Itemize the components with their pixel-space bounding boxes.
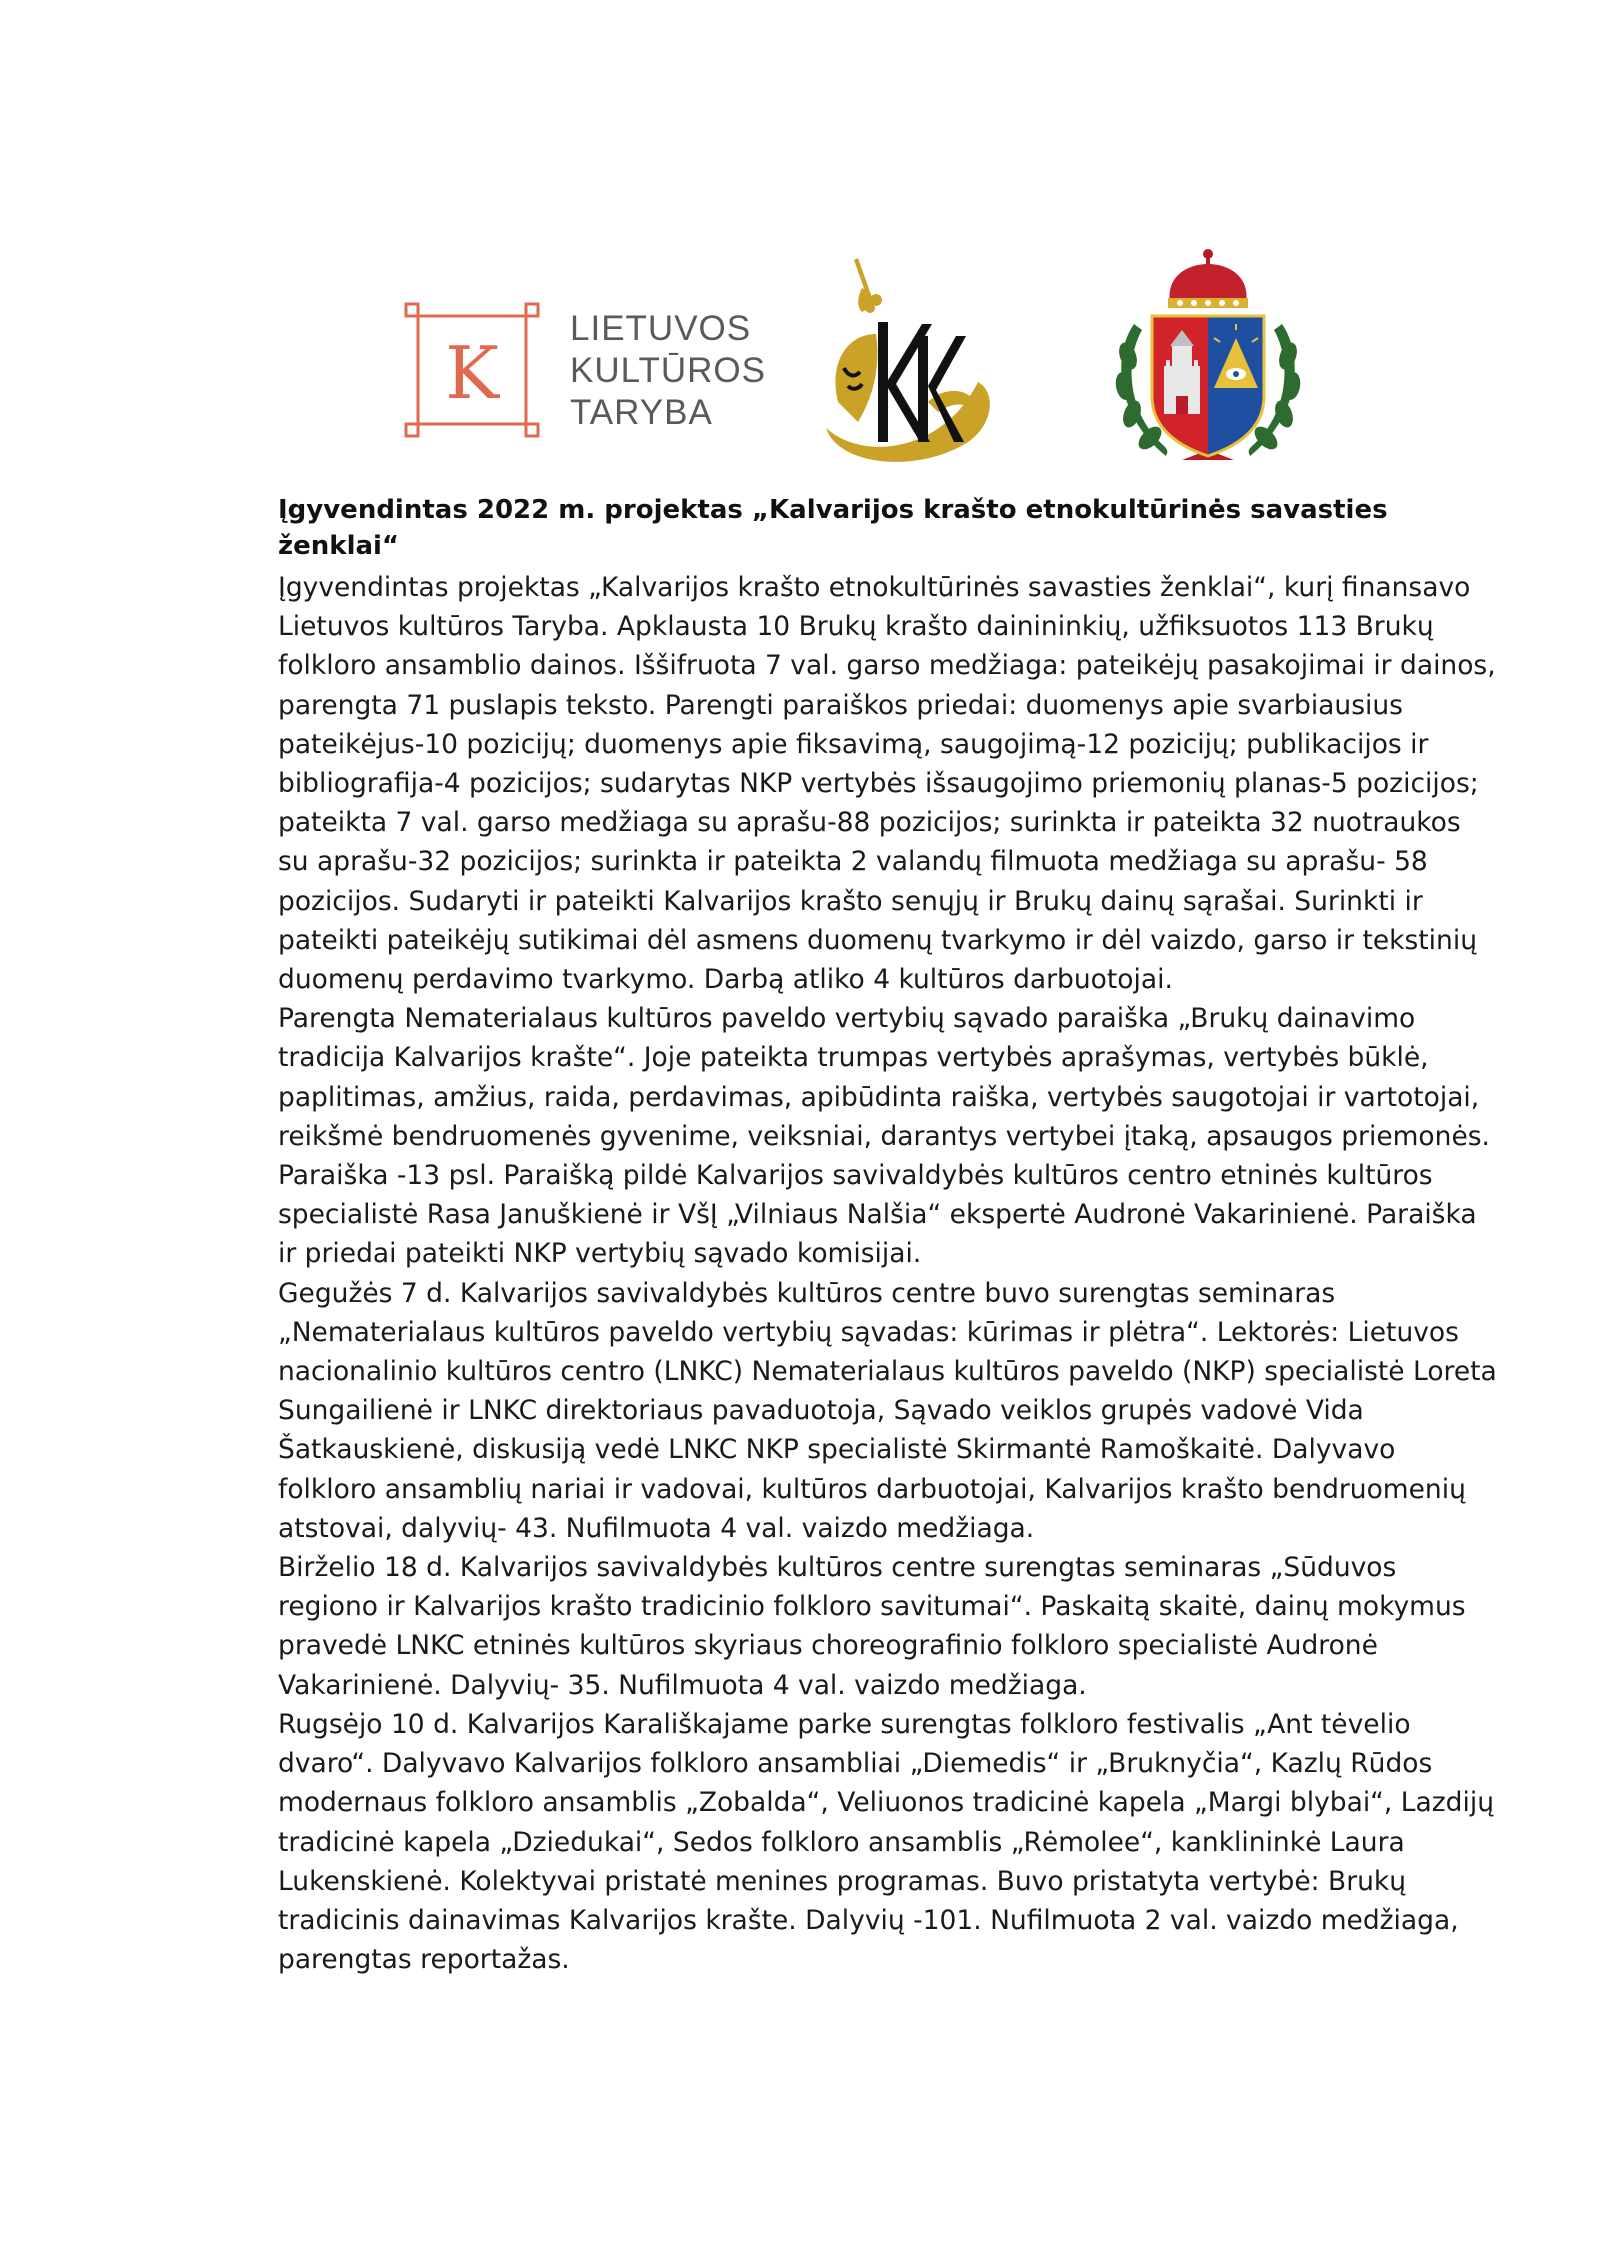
paragraph-june-seminar: Birželio 18 d. Kalvarijos savivaldybės kultūros centre surengtas seminaras „Sūduvos regiono ir Kalvarijos krašto tradicinio folkloro savitumai“. Paskaitą skaitė, dainų mokymus pravedė LNKC etninės kultūros skyriaus choreografinio folkloro specialistė Audronė Vakarinienė. Dalyvių- 35. Nufilmuota 4 val. vaizdo medžiaga. bbox=[278, 1552, 1466, 1701]
lkt-line-2: KULTŪROS bbox=[570, 351, 766, 390]
paragraph-project-summary: Įgyvendintas projektas „Kalvarijos krašto etnokultūrinės savasties ženklai“, kurį finansavo Lietuvos kultūros Taryba. Apklausta 10 Brukų krašto dainininkių, užfiksuotos 113 Brukų folkloro ansamblio dainos. Iššifruota 7 val. garso medžiaga: pateikėjų pasakojimai ir dainos, parengta 71 puslapis teksto. Parengti paraiškos priedai: duomenys apie svarbiausius pateikėjus-10 pozicijų; duomenys apie fiksavimą, saugojimą-12 pozicijų; publikacijos ir bibliografija-4 pozicijos; sudarytas NKP vertybės išsaugojimo priemonių planas-5 pozicijos; pateikta 7 val. garso medžiaga su aprašu-88 pozicijos; surinkta ir pateikta 32 nuotraukos su aprašu-32 pozicijos; surinkta ir pateikta 2 valandų filmuota medžiaga su aprašu- 58 pozicijos. Sudaryti ir pateikti Kalvarijos krašto senųjų ir Brukų dainų sąrašai. Surinkti ir pateikti pateikėjų sutikimai dėl asmens duomenų tvarkymo ir dėl vaizdo, garso ir tekstinių duomenų perdavimo tvarkymo. Darbą atliko 4 kultūros darbuotojai. bbox=[278, 572, 1496, 996]
paragraph-application: Parengta Nematerialaus kultūros paveldo vertybių sąvado paraiška „Brukų dainavimo tradicija Kalvarijos krašte“. Joje pateikta trumpas vertybės aprašymas, vertybės būklė, paplitimas, amžius, raida, perdavimas, apibūdinta raiška, vertybės saugotojai ir vartotojai, reikšmė bendruomenės gyvenime, veiksniai, darantys vertybei įtaką, apsaugos priemonės. Paraiška -13 psl. Paraišką pildė Kalvarijos savivaldybės kultūros centro etninės kultūros specialistė Rasa Januškienė ir VšĮ „Vilniaus Nalšia“ ekspertė Audronė Vakarinienė. Paraiška ir priedai pateikti NKP vertybių sąvado komisijai. bbox=[278, 1003, 1490, 1270]
lkt-wordmark bbox=[570, 308, 766, 434]
kalvarija-coat-of-arms-icon bbox=[1108, 246, 1308, 474]
kalvarija-coat-of-arms bbox=[1108, 246, 1308, 474]
kkc-logo bbox=[818, 252, 1000, 472]
lkt-k-frame-icon bbox=[402, 300, 542, 440]
lietuvos-kulturos-taryba-logo bbox=[402, 300, 766, 440]
paragraph-may-seminar: Gegužės 7 d. Kalvarijos savivaldybės kultūros centre buvo surengtas seminaras „Nematerialaus kultūros paveldo vertybių sąvadas: kūrimas ir plėtra“. Lektorės: Lietuvos nacionalinio kultūros centro (LNKC) Nematerialaus kultūros paveldo (NKP) specialistė Loreta Sungailienė ir LNKC direktoriaus pavaduotoja, Sąvado veiklos grupės vadovė Vida Šatkauskienė, diskusiją vedė LNKC NKP specialistė Skirmantė Ramoškaitė. Dalyvavo folkloro ansamblių nariai ir vadovai, kultūros darbuotojai, Kalvarijos krašto bendruomenių atstovai, dalyvių- 43. Nufilmuota 4 val. vaizdo medžiaga. bbox=[278, 1277, 1497, 1544]
logo-row bbox=[0, 0, 1600, 480]
lkt-line-3: TARYBA bbox=[570, 393, 713, 432]
document-heading: Įgyvendintas 2022 m. projektas „Kalvarijos krašto etnokultūrinės savasties ženklai“ bbox=[278, 495, 1388, 561]
lkt-line-1: LIETUVOS bbox=[570, 309, 752, 348]
lkt-letter: K bbox=[445, 331, 499, 415]
kkc-monogram-icon bbox=[818, 252, 1000, 472]
paragraph-september-festival: Rugsėjo 10 d. Kalvarijos Karališkajame parke surengtas folkloro festivalis „Ant tėvelio dvaro“. Dalyvavo Kalvarijos folkloro ansambliai „Diemedis“ ir „Bruknyčia“, Kazlų Rūdos modernaus folkloro ansamblis „Zobalda“, Veliuonos tradicinė kapela „Margi blybai“, Lazdijų tradicinė kapela „Dziedukai“, Sedos folkloro ansamblis „Rėmolee“, kanklininkė Laura Lukenskienė. Kolektyvai pristatė menines programas. Buvo pristatyta vertybė: Brukų tradicinis dainavimas Kalvarijos krašte. Dalyvių -101. Nufilmuota 2 val. vaizdo medžiaga, parengtas reportažas. bbox=[278, 1708, 1495, 1976]
document-body bbox=[278, 568, 1498, 1979]
